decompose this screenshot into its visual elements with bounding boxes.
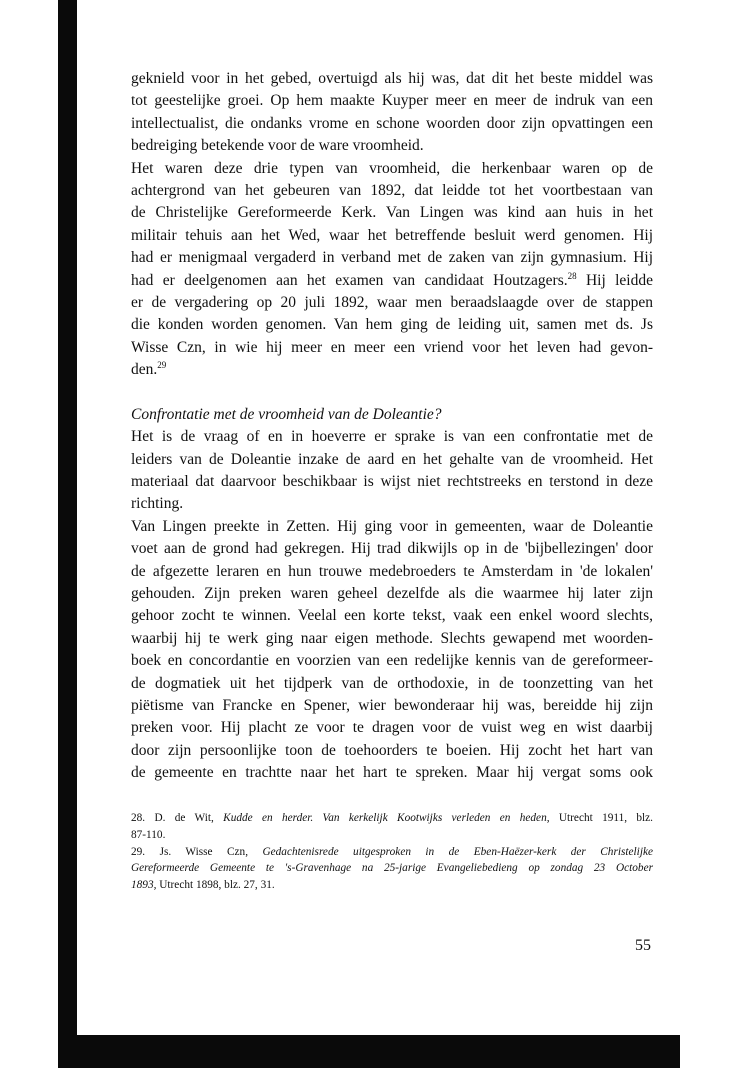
footnote-ref-29: 29 xyxy=(157,360,167,371)
text-line: bedreiging betekende voor de ware vroomheid. xyxy=(131,137,424,155)
footnote-29 xyxy=(131,844,653,894)
text-line: militair tehuis aan het Wed, waar het betreffende besluit werd genomen. Hij xyxy=(131,226,653,244)
text-line-with-footnote xyxy=(131,270,653,292)
footnote-number: 28. D. de Wit, xyxy=(131,812,224,824)
text-segment: had er deelgenomen aan het examen van candidaat Houtzagers. xyxy=(131,271,568,289)
footnote-line xyxy=(131,877,653,894)
footnote-line xyxy=(131,844,653,861)
text-line: de gemeente en trachtte naar het hart te spreken. Maar hij vergat soms ook xyxy=(131,764,653,782)
footnote-text: Utrecht 1911, blz. xyxy=(549,812,654,824)
text-line: voet aan de grond had gekregen. Hij trad dikwijls op in de 'bijbellezingen' door xyxy=(131,540,653,558)
text-line: had er menigmaal vergaderd in verband met de zaken van zijn gymnasium. Hij xyxy=(131,249,653,267)
footnote-line xyxy=(131,860,653,877)
paragraph-4 xyxy=(131,516,653,785)
page-number: 55 xyxy=(635,937,651,954)
footnote-28 xyxy=(131,810,653,844)
text-line: richting. xyxy=(131,495,184,513)
text-line: materiaal dat daarvoor beschikbaar is wijst niet rechtstreeks en terstond in deze xyxy=(131,472,653,490)
text-line: waarbij hij te werk ging naar eigen methode. Slechts gewapend met woorden- xyxy=(131,629,653,647)
text-line: de Christelijke Gereformeerde Kerk. Van Lingen was kind aan huis in het xyxy=(131,204,653,222)
footnote-title: Gedachtenisrede uitgesproken in de Eben-Haëzer-kerk der Christelijke xyxy=(262,845,653,858)
text-line: geknield voor in het gebed, overtuigd als hij was, dat dit het beste middel was xyxy=(131,70,653,87)
footnote-number: 29. Js. Wisse Czn, xyxy=(131,845,263,858)
text-line: Wisse Czn, in wie hij meer en meer een vriend voor het leven had gevon- xyxy=(131,338,653,356)
text-line: achtergrond van het gebeuren van 1892, dat leidde tot het voortbestaan van xyxy=(131,182,653,200)
text-line: boek en concordantie en voorzien van een redelijke kennis van de gereformeer- xyxy=(131,652,653,670)
paragraph-2 xyxy=(131,158,653,382)
text-line: Van Lingen preekte in Zetten. Hij ging voor in gemeenten, waar de Doleantie xyxy=(131,517,653,535)
footnote-title: Gereformeerde Gemeente te 's-Gravenhage na 25-jarige Evangeliebedieng op zondag 23 October xyxy=(131,862,653,875)
text-line: preken voor. Hij placht ze voor te dragen voor de vuist weg en wist daarbij xyxy=(131,719,653,737)
text-line: de dogmatiek uit het tijdperk van de orthodoxie, in de toonzetting van het xyxy=(131,674,653,692)
text-line: gehouden. Zijn preken waren geheel dezelfde als die waarmee hij later zijn xyxy=(131,584,653,602)
paragraph-1 xyxy=(131,68,653,158)
text-line: door zijn persoonlijke toon de toehoorders te boeien. Hij zocht het hart van xyxy=(131,741,653,759)
footnote-text: Utrecht 1898, blz. 27, 31. xyxy=(156,879,275,892)
section-heading: Confrontatie met de vroomheid van de Doleantie? xyxy=(131,405,442,423)
text-line: piëtisme van Francke en Spener, wier bewonderaar hij was, bereidde hij zijn xyxy=(131,696,653,714)
text-line: er de vergadering op 20 juli 1892, waar men beraadslaagde over de stappen xyxy=(131,294,653,312)
text-line: tot geestelijke groei. Op hem maakte Kuyper meer en meer de indruk van een xyxy=(131,92,653,110)
page-body xyxy=(131,68,653,785)
footnote-ref-28: 28 xyxy=(567,270,577,281)
paragraph-3 xyxy=(131,426,653,516)
scan-left-edge xyxy=(58,0,77,1068)
text-line: Het is de vraag of en in hoeverre er sprake is van een confrontatie met de xyxy=(131,428,653,446)
footnote-title: Kudde en herder. Van kerkelijk Kootwijks verleden en heden, xyxy=(223,812,550,824)
text-line: intellectualist, die ondanks vrome en schone woorden door zijn opvattingen een xyxy=(131,114,653,132)
text-line: die konden worden genomen. Van hem ging de leiding uit, samen met ds. Js xyxy=(131,316,653,334)
text-segment: Hij leidde xyxy=(576,271,653,289)
footnote-title: 1893, xyxy=(131,879,157,892)
text-line: gehoor zocht te winnen. Veelal een korte tekst, vaak een enkel woord slechts, xyxy=(131,607,653,625)
footnote-line: 87-110. xyxy=(131,828,166,841)
text-line-with-footnote xyxy=(131,359,653,381)
text-line: Het waren deze drie typen van vroomheid, die herkenbaar waren op de xyxy=(131,159,653,177)
text-line: de afgezette leraren en hun trouwe medebroeders te Amsterdam in 'de lokalen' xyxy=(131,562,653,580)
scan-bottom-edge xyxy=(58,1035,680,1068)
footnotes xyxy=(131,810,653,894)
text-line: leiders van de Doleantie inzake de aard en het gehalte van de vroomheid. Het xyxy=(131,450,653,468)
footnote-line xyxy=(131,810,653,827)
text-segment: den. xyxy=(131,361,158,379)
